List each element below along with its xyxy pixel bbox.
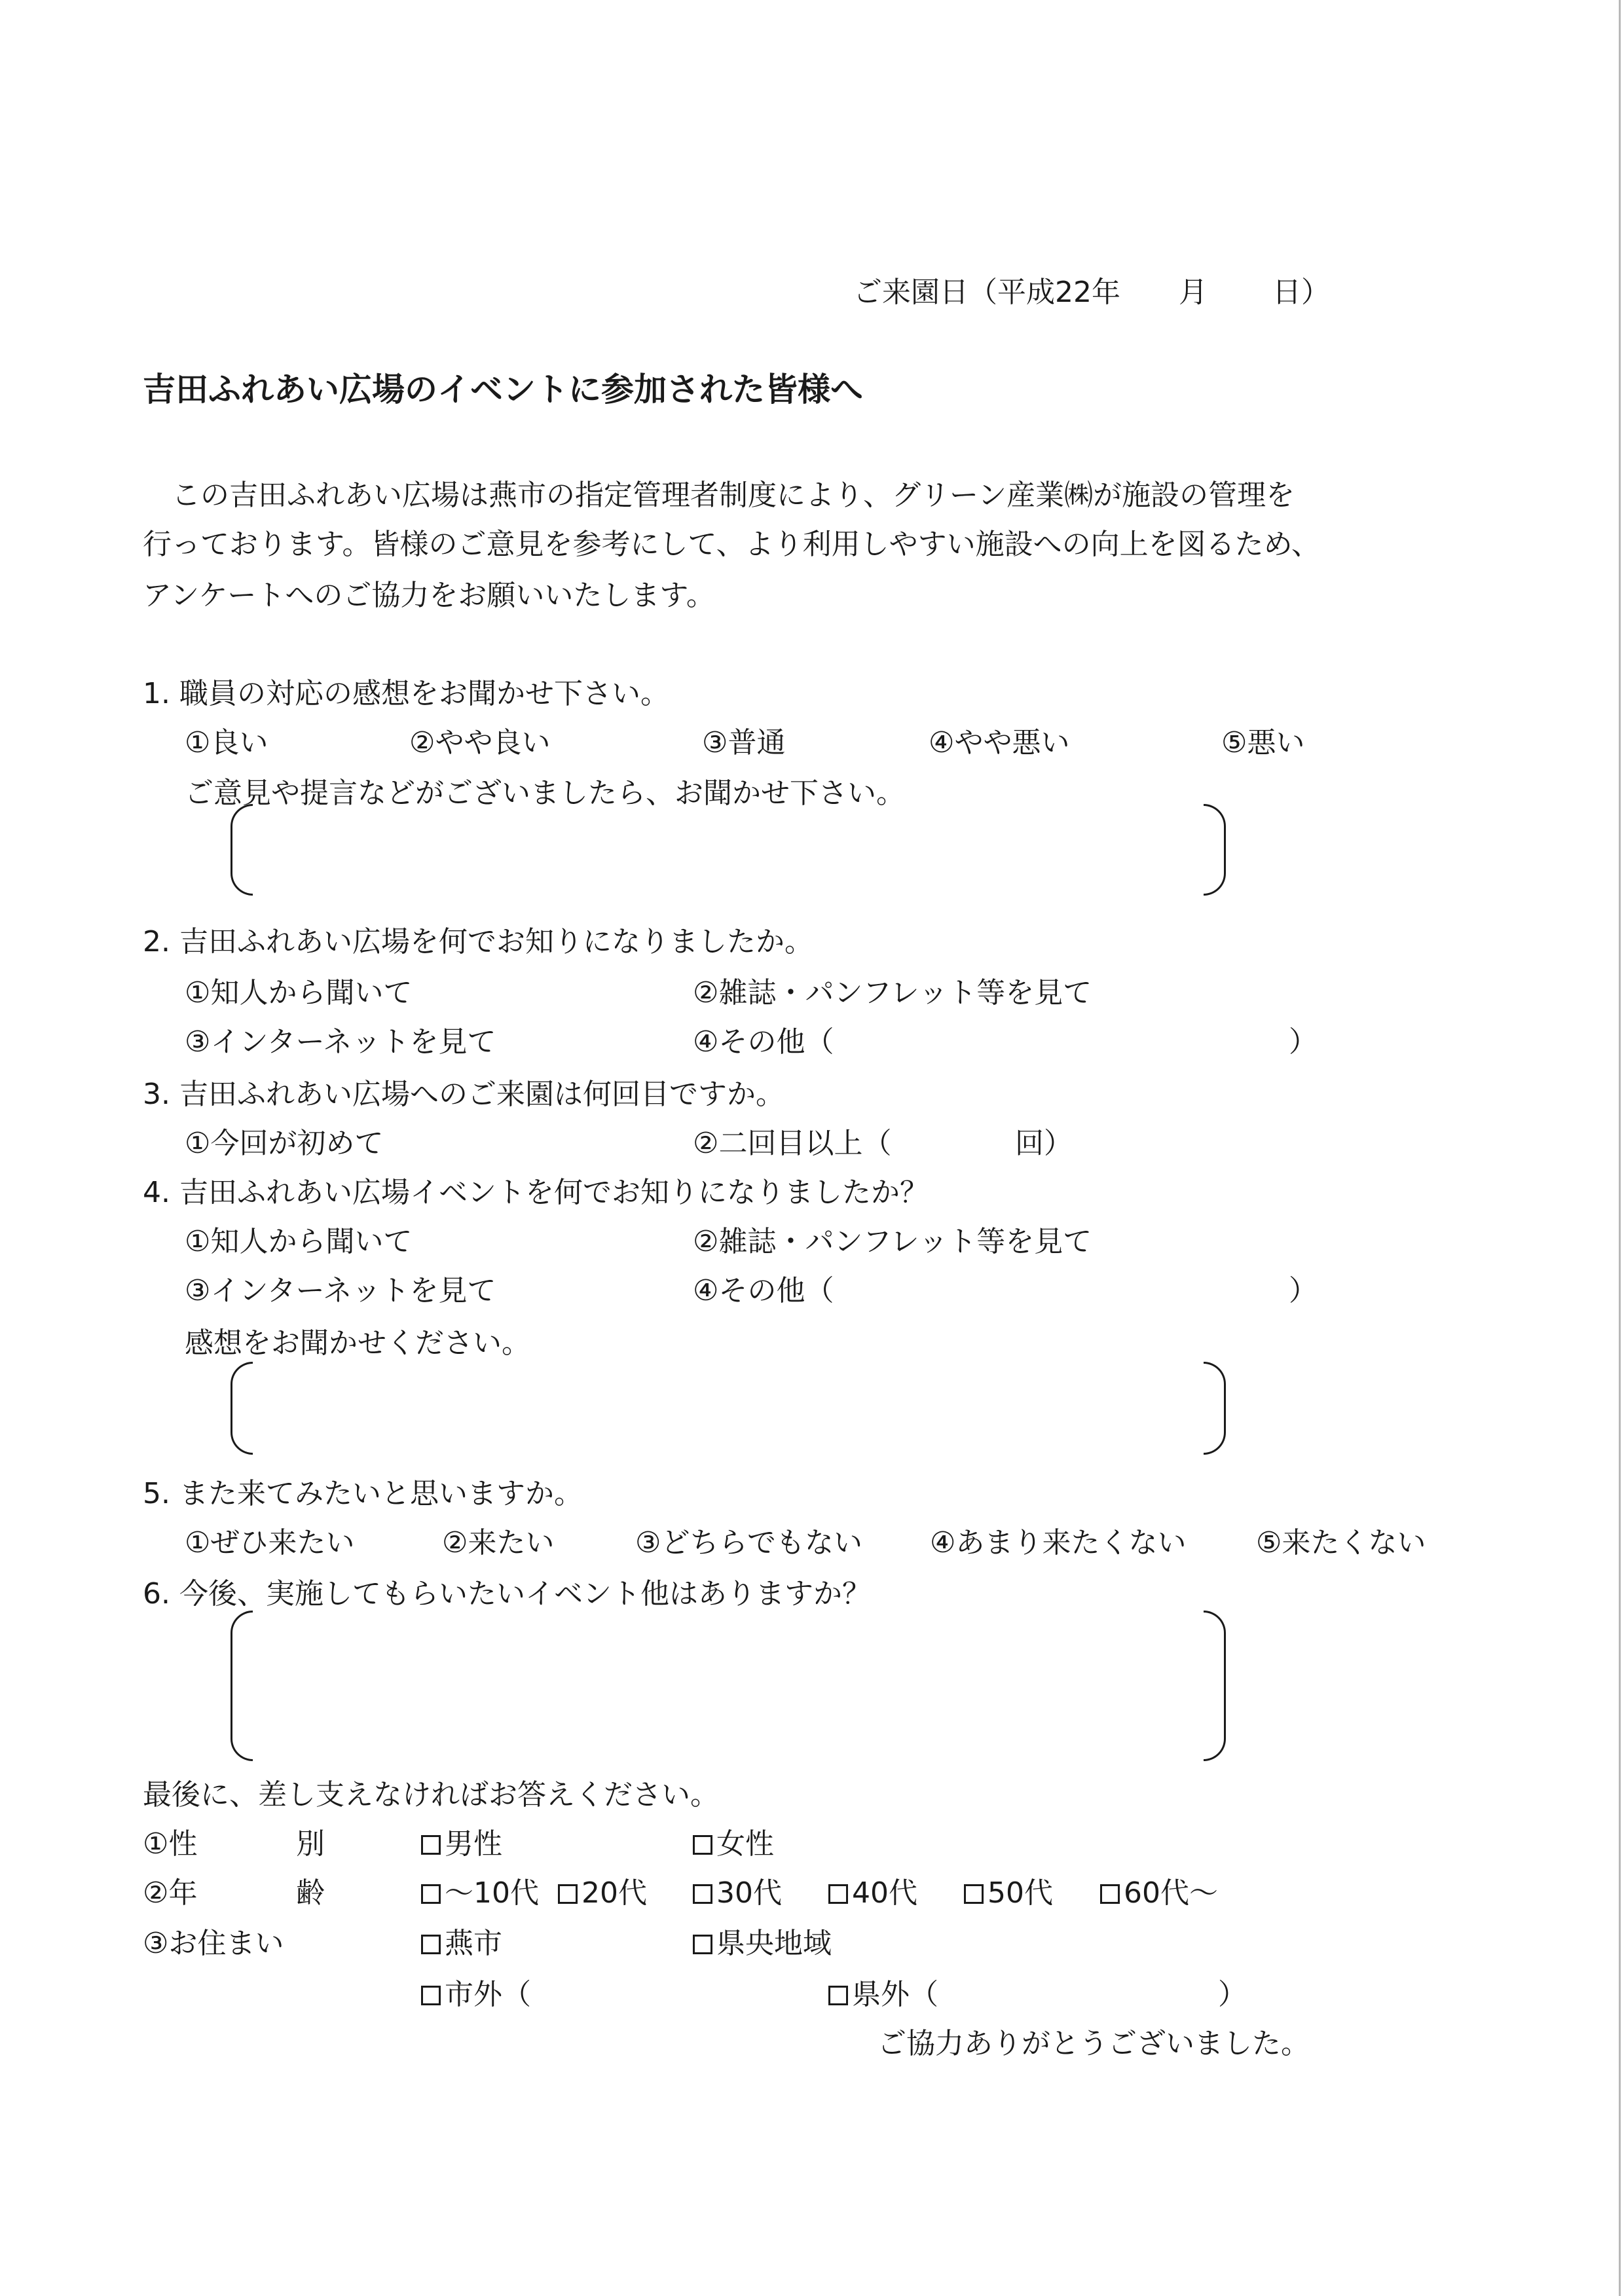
intro-line-1: この吉田ふれあい広場は燕市の指定管理者制度により、グリーン産業㈱が施設の管理を	[172, 479, 1295, 512]
closing-message: ご協力ありがとうございました。	[877, 2027, 1310, 2060]
residence-outside-pref-label: 県外（	[852, 1978, 938, 2011]
age-option-2-label: 20代	[581, 1876, 647, 1910]
q5-option-2[interactable]: ②来たい	[442, 1526, 555, 1559]
q1-option-5[interactable]: ⑤悪い	[1221, 726, 1305, 759]
q3-question: 3. 吉田ふれあい広場へのご来園は何回目ですか。	[143, 1078, 784, 1111]
checkbox[interactable]	[693, 1884, 712, 1904]
visit-date-label: ご来園日（平成22年	[853, 276, 1120, 309]
q5-option-4[interactable]: ④あまり来たくない	[930, 1526, 1187, 1559]
checkbox[interactable]	[964, 1884, 984, 1904]
q4-option-1[interactable]: ①知人から聞いて	[185, 1225, 413, 1258]
age-label: ②年	[143, 1876, 198, 1910]
visit-date-day: 日）	[1272, 276, 1330, 309]
intro-line-3: アンケートへのご協力をお願いいたします。	[143, 579, 715, 612]
q4-comment-box[interactable]	[231, 1362, 1226, 1455]
q3-option-2[interactable]: ②二回目以上（	[693, 1127, 892, 1160]
q5-option-5[interactable]: ⑤来たくない	[1256, 1526, 1426, 1559]
q2-option-4[interactable]: ④その他（	[693, 1025, 834, 1059]
q3-option-2-unit: 回）	[1015, 1127, 1073, 1160]
age-option-4[interactable]	[828, 1869, 917, 1911]
residence-kenou-label: 県央地域	[716, 1927, 832, 1960]
bracket-right	[1204, 1362, 1226, 1455]
visit-date-month: 月	[1179, 276, 1208, 309]
checkbox[interactable]	[558, 1884, 578, 1904]
q6-comment-box[interactable]	[231, 1611, 1226, 1761]
q1-option-1[interactable]: ①良い	[185, 726, 268, 759]
gender-label-end: 別	[296, 1827, 325, 1861]
q1-option-2[interactable]: ②やや良い	[409, 726, 551, 759]
q6-question: 6. 今後、実施してもらいたいイベント他はありますか？	[143, 1577, 871, 1611]
checkbox[interactable]	[421, 1986, 441, 2005]
page-title: 吉田ふれあい広場のイベントに参加された皆様へ	[143, 371, 863, 409]
checkbox[interactable]	[693, 1835, 712, 1855]
age-option-5[interactable]	[964, 1869, 1053, 1911]
intro-line-2: 行っております。皆様のご意見を参考にして、より利用しやすい施設への向上を図るため、	[143, 528, 1320, 561]
q4-question: 4. 吉田ふれあい広場イベントを何でお知りになりましたか？	[143, 1176, 929, 1209]
age-option-5-label: 50代	[987, 1876, 1053, 1910]
bracket-left	[231, 1362, 253, 1455]
bracket-right	[1204, 804, 1226, 896]
q2-option-2[interactable]: ②雑誌・パンフレット等を見て	[693, 976, 1092, 1010]
age-label-end: 齢	[296, 1876, 325, 1910]
age-option-2[interactable]	[558, 1869, 647, 1911]
residence-tsubame[interactable]	[421, 1920, 502, 1961]
gender-female[interactable]	[693, 1820, 774, 1862]
checkbox[interactable]	[421, 1935, 441, 1954]
q2-option-4-close: ）	[1289, 1025, 1318, 1059]
gender-label: ①性	[143, 1827, 198, 1861]
bracket-left	[231, 1611, 253, 1761]
q3-option-1[interactable]: ①今回が初めて	[185, 1127, 384, 1160]
q2-option-3[interactable]: ③インターネットを見て	[185, 1025, 496, 1059]
age-option-3-label: 30代	[716, 1876, 782, 1910]
q4-comment-prompt: 感想をお聞かせください。	[185, 1326, 530, 1360]
gender-male-label: 男性	[445, 1827, 502, 1861]
residence-outside-pref-close: ）	[1218, 1978, 1247, 2011]
q4-option-4-close: ）	[1289, 1274, 1318, 1307]
profile-intro: 最後に、差し支えなければお答えください。	[143, 1778, 719, 1812]
q4-option-3[interactable]: ③インターネットを見て	[185, 1274, 496, 1307]
residence-outside-city[interactable]	[421, 1971, 531, 2013]
q5-question: 5. また来てみたいと思いますか。	[143, 1477, 583, 1510]
checkbox[interactable]	[421, 1835, 441, 1855]
q1-option-4[interactable]: ④やや悪い	[929, 726, 1070, 759]
gender-female-label: 女性	[716, 1827, 774, 1861]
checkbox[interactable]	[828, 1986, 848, 2005]
q1-comment-prompt: ご意見や提言などがございましたら、お聞かせ下さい。	[185, 776, 905, 810]
q4-option-4[interactable]: ④その他（	[693, 1274, 834, 1307]
gender-male[interactable]	[421, 1820, 502, 1862]
q5-option-1[interactable]: ①ぜひ来たい	[185, 1526, 355, 1559]
q1-question: 1. 職員の対応の感想をお聞かせ下さい。	[143, 677, 669, 710]
age-option-1-label: ～10代	[445, 1876, 539, 1910]
q5-option-3[interactable]: ③どちらでもない	[635, 1526, 863, 1559]
age-option-6[interactable]	[1100, 1869, 1218, 1911]
bracket-left	[231, 804, 253, 896]
scan-edge	[1619, 0, 1621, 2296]
q4-option-2[interactable]: ②雑誌・パンフレット等を見て	[693, 1225, 1092, 1258]
age-option-6-label: 60代～	[1124, 1876, 1218, 1910]
residence-label: ③お住まい	[143, 1927, 284, 1960]
residence-outside-city-label: 市外（	[445, 1978, 531, 2011]
q1-option-3[interactable]: ③普通	[702, 726, 786, 759]
checkbox[interactable]	[1100, 1884, 1120, 1904]
q1-comment-box[interactable]	[231, 804, 1226, 896]
checkbox[interactable]	[828, 1884, 848, 1904]
residence-tsubame-label: 燕市	[445, 1927, 502, 1960]
q2-option-1[interactable]: ①知人から聞いて	[185, 976, 413, 1010]
q2-question: 2. 吉田ふれあい広場を何でお知りになりましたか。	[143, 925, 813, 958]
age-option-1[interactable]	[421, 1869, 539, 1911]
checkbox[interactable]	[693, 1935, 712, 1954]
age-option-3[interactable]	[693, 1869, 782, 1911]
checkbox[interactable]	[421, 1884, 441, 1904]
residence-outside-pref[interactable]	[828, 1971, 938, 2013]
residence-kenou[interactable]	[693, 1920, 832, 1961]
bracket-right	[1204, 1611, 1226, 1761]
age-option-4-label: 40代	[852, 1876, 917, 1910]
